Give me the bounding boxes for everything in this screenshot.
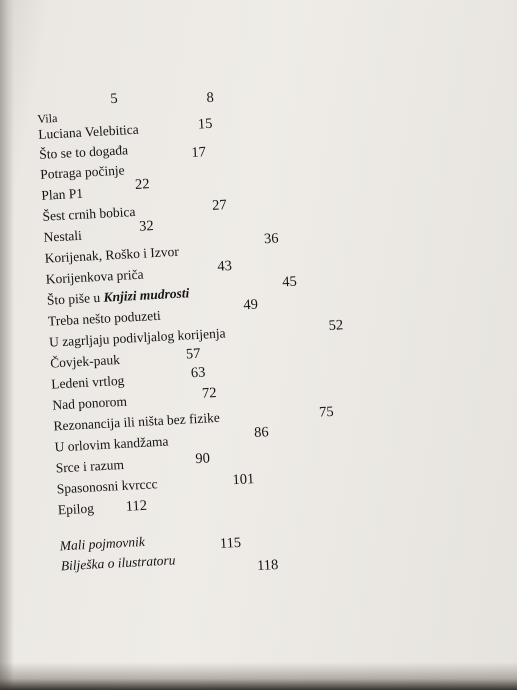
toc-entry-title-prefix: Što piše u [46, 289, 104, 308]
toc-entry-title: Nestali [43, 227, 83, 245]
table-of-contents [36, 74, 400, 575]
toc-entry-page-number: 22 [134, 176, 150, 193]
toc-entry-page-number: 75 [318, 403, 335, 421]
toc-entry-page-number: 72 [201, 384, 217, 402]
toc-entry-page-number: 118 [256, 556, 279, 575]
toc-entry-title: Rezonancija ili ništa bez fizike [53, 409, 221, 434]
toc-entry-title: Mali pojmovnik [59, 533, 146, 554]
toc-entry-page-number: 27 [211, 197, 228, 214]
toc-entry-page-number: 49 [243, 296, 259, 314]
toc-entry-title: Korijenkova priča [45, 266, 144, 287]
toc-entry-page-number: 52 [328, 317, 344, 334]
toc-entry-page-number: 15 [197, 115, 213, 133]
page-spine-shadow [0, 0, 14, 690]
toc-entry-title: Plan P1 [41, 185, 84, 203]
toc-entry-page-number: 45 [281, 273, 298, 291]
toc-entry-page-number: 115 [219, 534, 242, 552]
toc-entry-page-number: 5 [110, 90, 119, 108]
toc-entry-page-number: 32 [138, 218, 155, 235]
toc-entry-title: Nad ponorom [52, 393, 128, 413]
toc-entry-title: U orlovim kandžama [54, 433, 169, 455]
toc-entry-title: U zagrljaju podivljalog korijenja [48, 325, 226, 350]
toc-entry-title: Šest crnih bobica [42, 203, 136, 224]
toc-entry-title: Što se to događa [38, 142, 129, 162]
toc-entry-page-number: 101 [232, 471, 255, 489]
toc-entry-title: Luciana Velebitica [37, 121, 140, 142]
toc-entry-title: Potraga počinje [39, 162, 125, 182]
toc-entry-page-number: 17 [190, 144, 207, 161]
toc-entry-page-number: 63 [190, 364, 206, 382]
toc-entry-page-number: 57 [185, 345, 201, 363]
toc-entry-title: Srce i razum [55, 456, 125, 476]
toc-entry-title: Spasonosni kvrccc [56, 476, 158, 497]
toc-entry-title: Ledeni vrtlog [50, 372, 125, 392]
toc-entry-title: Vila [37, 110, 58, 126]
toc-entry-page-number: 43 [216, 257, 233, 275]
toc-entry-page-number: 86 [253, 424, 270, 442]
toc-entry-title: Čovjek-pauk [49, 351, 121, 371]
toc-entry-title: Korijenak, Roško i Izvor [44, 243, 180, 266]
toc-entry-title: Treba nešto poduzeti [47, 307, 161, 329]
toc-entry-page-number: 112 [125, 497, 148, 515]
toc-entry-title-emphasis: Knjizi mudrosti [103, 285, 190, 305]
page-bottom-shadow [0, 662, 517, 690]
toc-entry-title: Bilješka o ilustratoru [60, 552, 176, 574]
toc-entry-page-number: 8 [206, 89, 215, 107]
toc-entry-title: Epilog [57, 500, 95, 518]
toc-entry-page-number: 36 [263, 230, 279, 248]
toc-entry-page-number: 90 [195, 450, 211, 468]
